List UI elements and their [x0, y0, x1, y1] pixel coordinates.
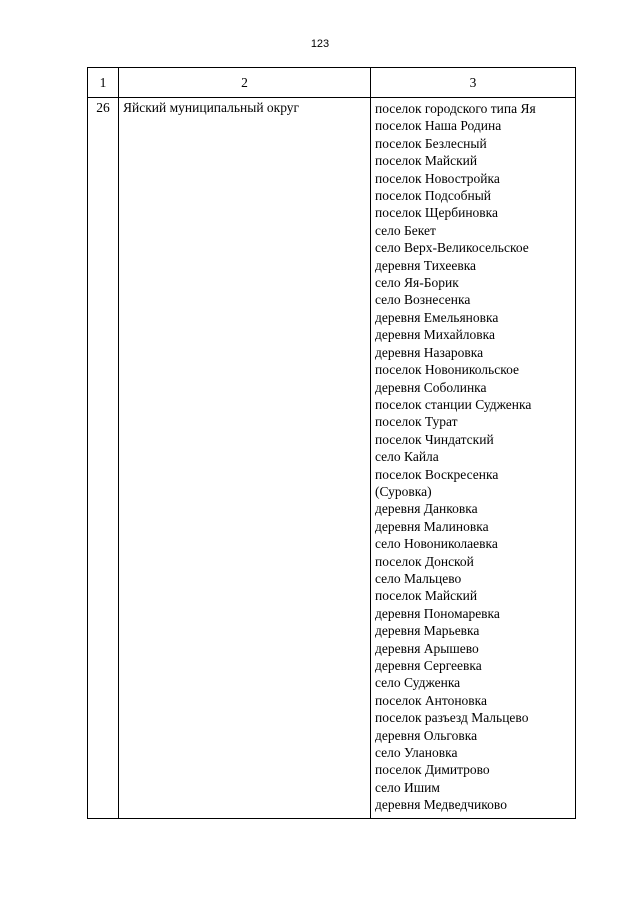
list-item: поселок Воскресенка [375, 466, 499, 482]
list-item: село Мальцево [375, 570, 462, 586]
list-item: поселок Новостройка [375, 170, 500, 186]
list-item: деревня Назаровка [375, 344, 484, 360]
header-cell-3: 3 [371, 68, 576, 98]
list-item: село Верх-Великосельское [375, 240, 529, 256]
settlements-cell [371, 98, 576, 819]
list-item: (Суровка) [375, 483, 432, 499]
list-item: деревня Данковка [375, 501, 478, 517]
list-item: деревня Марьевка [375, 623, 480, 639]
list-item: поселок Новоникольское [375, 362, 519, 378]
list-item: деревня Тихеевка [375, 257, 477, 273]
list-item: деревня Соболинка [375, 379, 487, 395]
list-item: поселок Подсобный [375, 188, 491, 204]
list-item: село Ишим [375, 779, 440, 795]
header-cell-1: 1 [88, 68, 119, 98]
list-item: село Кайла [375, 449, 439, 465]
list-item: поселок Донской [375, 553, 474, 569]
list-item: поселок Майский [375, 588, 478, 604]
list-item: село Судженка [375, 675, 461, 691]
list-item: деревня Михайловка [375, 327, 496, 343]
list-item: поселок Турат [375, 414, 458, 430]
list-item: поселок Безлесный [375, 135, 487, 151]
table-header-row [88, 68, 576, 98]
list-item: поселок Димитрово [375, 762, 490, 778]
settlements-table [87, 67, 576, 819]
list-item: поселок Щербиновка [375, 205, 499, 221]
list-item: поселок Антоновка [375, 692, 488, 708]
header-cell-2: 2 [119, 68, 371, 98]
list-item: деревня Малиновка [375, 518, 489, 534]
list-item: поселок Наша Родина [375, 118, 502, 134]
list-item: село Вознесенка [375, 292, 471, 308]
list-item: поселок Майский [375, 153, 478, 169]
list-item: село Новониколаевка [375, 536, 498, 552]
list-item: деревня Медведчиково [375, 797, 507, 813]
district-name: Яйский муниципальный округ [119, 98, 371, 819]
list-item: деревня Сергеевка [375, 658, 482, 673]
row-number: 26 [88, 98, 119, 819]
list-item: село Улановка [375, 745, 458, 761]
settlement-list [375, 100, 571, 814]
page-number: 123 [310, 38, 330, 50]
list-item: деревня Ольговка [375, 727, 478, 743]
list-item: поселок городского типа Яя [375, 101, 536, 116]
list-item: поселок Чиндатский [375, 431, 494, 447]
list-item: деревня Емельяновка [375, 309, 499, 325]
list-item: село Бекет [375, 222, 436, 238]
list-item: деревня Арышево [375, 640, 479, 656]
list-item: поселок разъезд Мальцево [375, 710, 529, 726]
list-item: поселок станции Судженка [375, 396, 532, 412]
list-item: село Яя-Борик [375, 275, 459, 291]
table-row [88, 98, 576, 819]
list-item: деревня Пономаревка [375, 605, 500, 621]
